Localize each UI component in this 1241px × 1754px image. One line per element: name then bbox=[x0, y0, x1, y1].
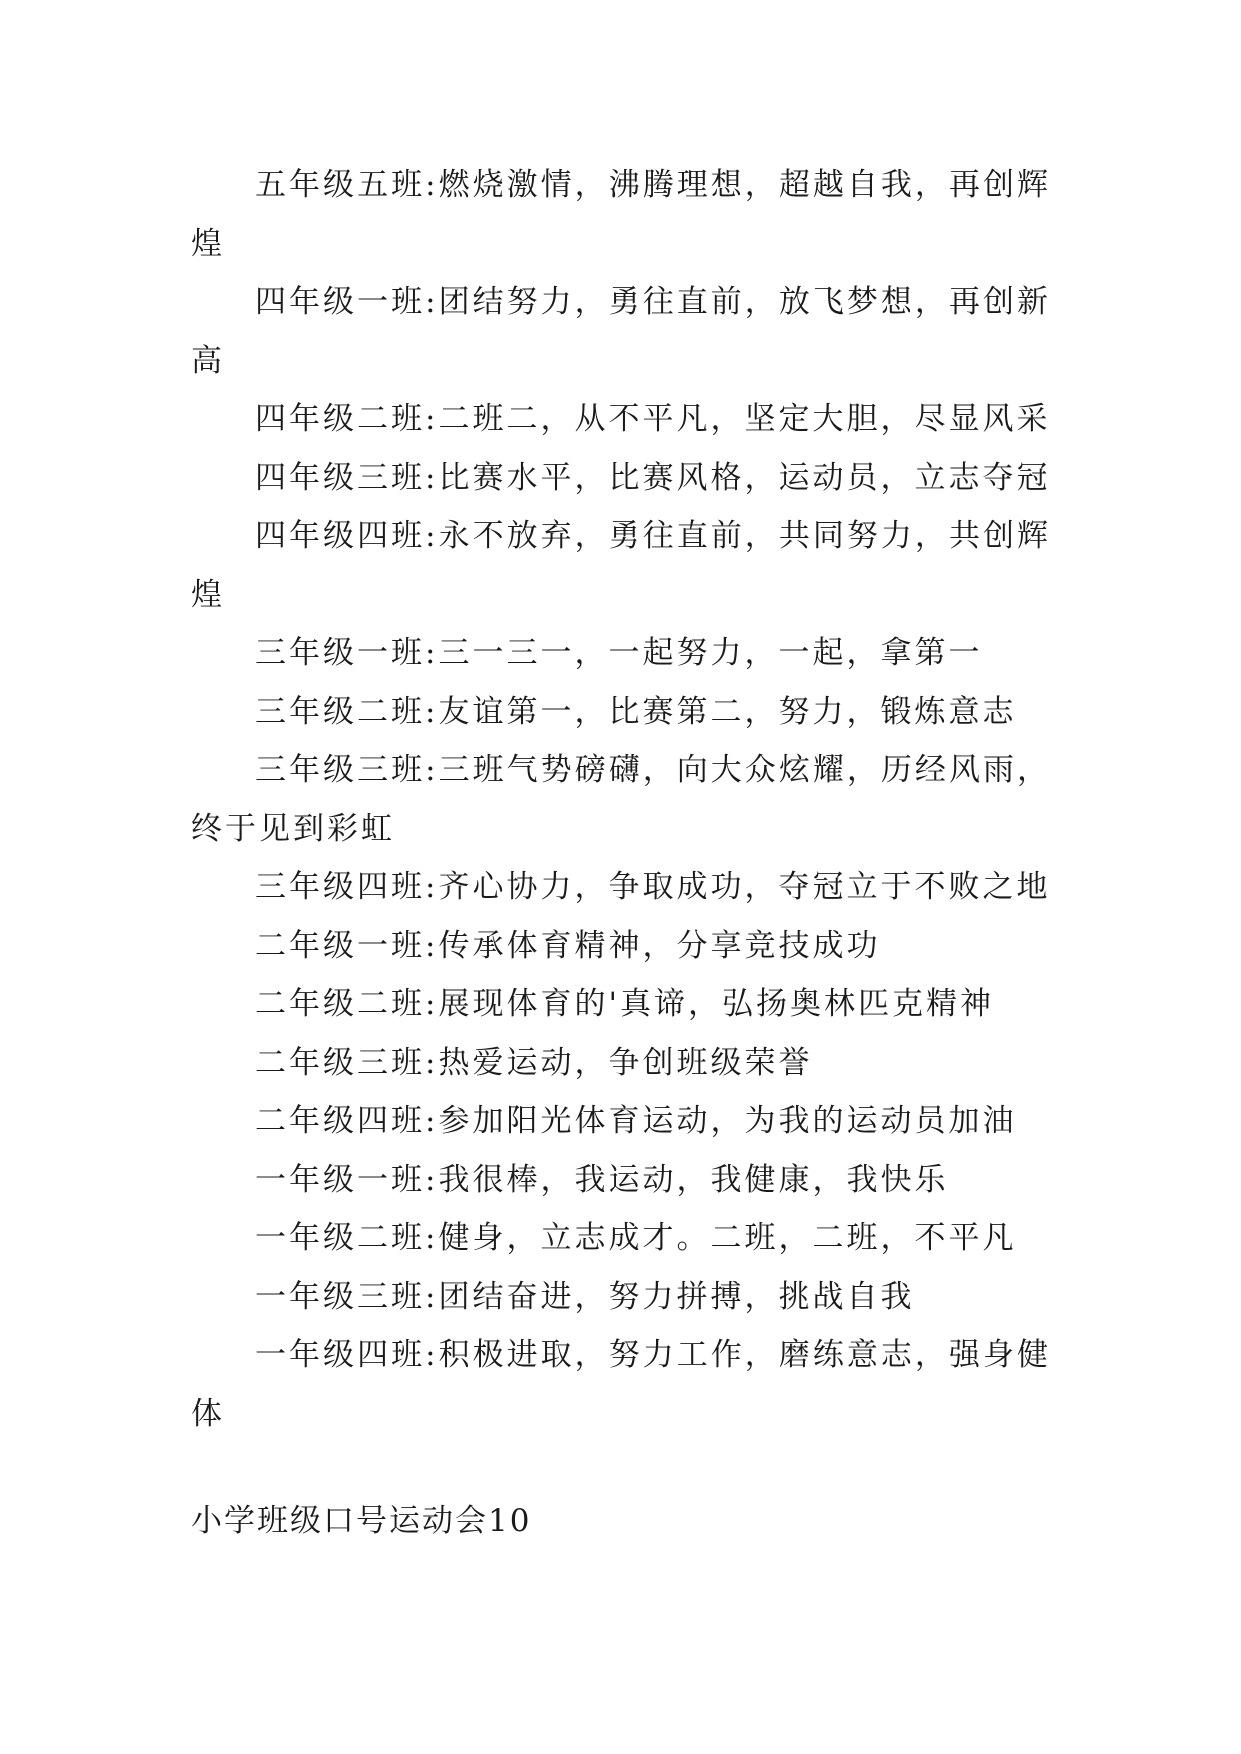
slogan-paragraph: 四年级三班:比赛水平，比赛风格，运动员，立志夺冠 bbox=[255, 459, 1051, 496]
slogan-paragraph: 五年级五班:燃烧激情，沸腾理想，超越自我，再创辉煌 bbox=[191, 167, 1051, 262]
slogan-paragraph: 二年级一班:传承体育精神，分享竞技成功 bbox=[255, 927, 881, 964]
slogan-paragraph: 四年级一班:团结努力，勇往直前，放飞梦想，再创新高 bbox=[191, 284, 1051, 379]
slogan-paragraph: 一年级一班:我很棒，我运动，我健康，我快乐 bbox=[255, 1161, 949, 1198]
slogan-paragraph: 四年级四班:永不放弃，勇往直前，共同努力，共创辉煌 bbox=[191, 518, 1051, 613]
slogan-paragraph: 三年级三班:三班气势磅礴，向大众炫耀，历经风雨，终于见到彩虹 bbox=[191, 752, 1051, 847]
document-body bbox=[191, 156, 1051, 1443]
section-heading: 小学班级口号运动会10 bbox=[191, 1503, 532, 1539]
slogan-paragraph: 三年级二班:友谊第一，比赛第二，努力，锻炼意志 bbox=[255, 693, 1017, 730]
slogan-paragraph: 三年级四班:齐心协力，争取成功，夺冠立于不败之地 bbox=[255, 869, 1051, 905]
slogan-paragraph: 二年级二班:展现体育的'真谛，弘扬奥林匹克精神 bbox=[255, 986, 994, 1022]
slogan-paragraph: 四年级二班:二班二，从不平凡，坚定大胆，尽显风采 bbox=[255, 401, 1051, 437]
slogan-paragraph: 一年级三班:团结奋进，努力拼搏，挑战自我 bbox=[255, 1278, 915, 1315]
slogan-paragraph: 三年级一班:三一三一，一起努力，一起，拿第一 bbox=[255, 635, 983, 671]
slogan-paragraph: 一年级四班:积极进取，努力工作，磨练意志，强身健体 bbox=[191, 1337, 1051, 1432]
slogan-paragraph: 一年级二班:健身，立志成才。二班，二班，不平凡 bbox=[255, 1220, 1017, 1256]
slogan-paragraph: 二年级四班:参加阳光体育运动，为我的运动员加油 bbox=[255, 1103, 1017, 1139]
slogan-paragraph: 二年级三班:热爱运动，争创班级荣誉 bbox=[255, 1044, 813, 1081]
